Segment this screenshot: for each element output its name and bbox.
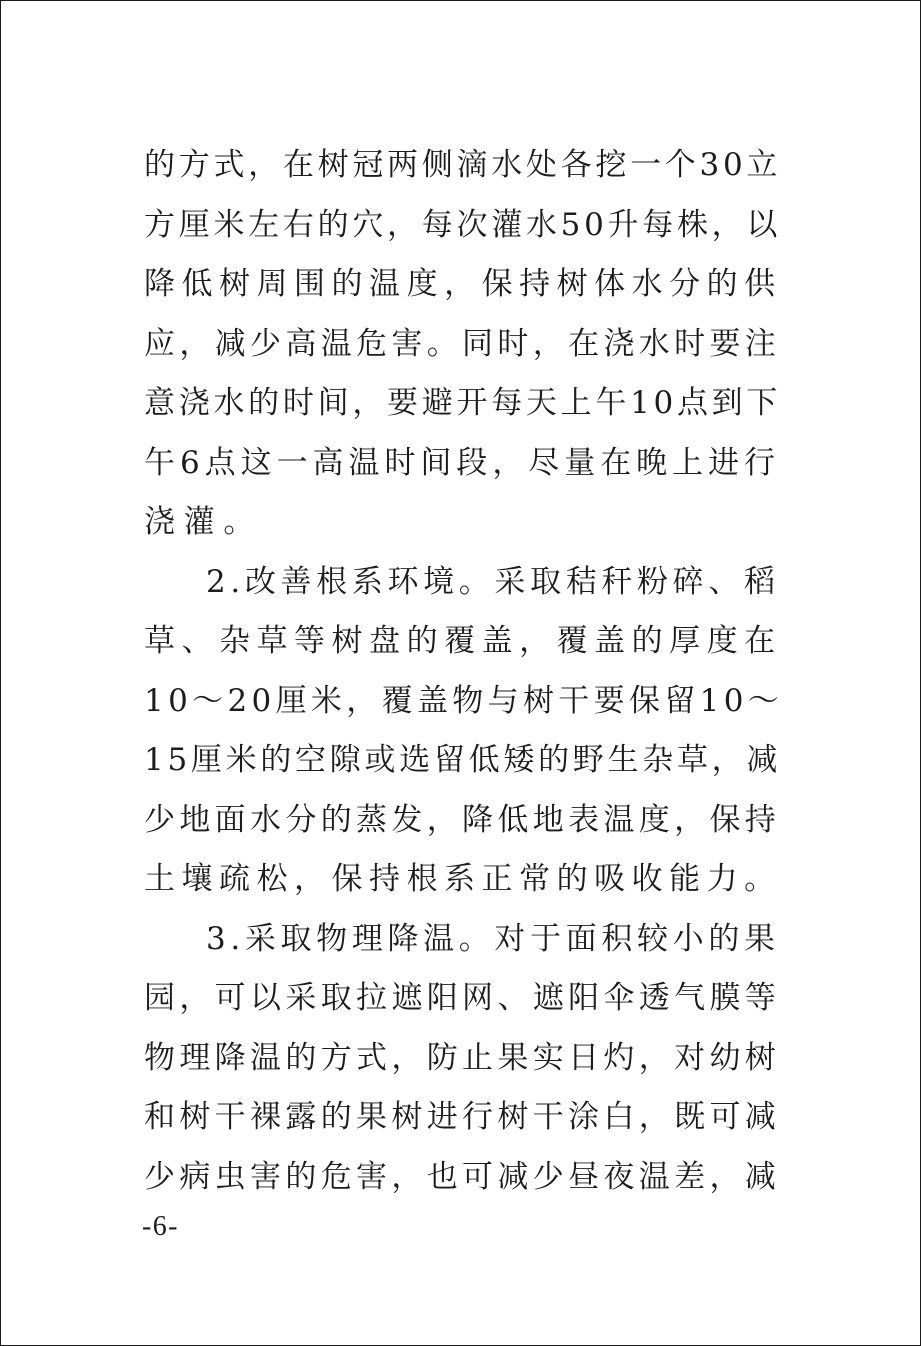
text-line: 土壤疏松，保持根系正常的吸收能力。 bbox=[144, 861, 782, 897]
text-line: 15厘米的空隙或选留低矮的野生杂草，减 bbox=[144, 742, 782, 778]
text-line: 降低树周围的温度，保持树体水分的供 bbox=[144, 266, 782, 302]
text-line: 草、杂草等树盘的覆盖，覆盖的厚度在 bbox=[144, 623, 782, 659]
text-line: 浇灌。 bbox=[144, 504, 264, 540]
page-number: -6- bbox=[142, 1211, 179, 1242]
paragraph-start-line: 2.改善根系环境。采取秸秆粉碎、稻 bbox=[206, 563, 780, 600]
text-line: 物理降温的方式，防止果实日灼，对幼树 bbox=[144, 1039, 781, 1076]
paragraph-start-line: 3.采取物理降温。对于面积较小的果 bbox=[206, 920, 780, 957]
text-line: 和树干裸露的果树进行树干涂白，既可减 bbox=[144, 1099, 781, 1135]
text-line: 午6点这一高温时间段，尽量在晚上进行 bbox=[144, 444, 781, 481]
text-line: 意浇水的时间，要避开每天上午10点到下 bbox=[144, 385, 782, 421]
text-line: 少地面水分的蒸发，降低地表温度，保持 bbox=[144, 801, 781, 838]
text-line: 园，可以采取拉遮阳网、遮阳伞透气膜等 bbox=[144, 980, 781, 1016]
text-line: 的方式，在树冠两侧滴水处各挖一个30立 bbox=[144, 147, 782, 183]
text-line: 少病虫害的危害，也可减少昼夜温差，减 bbox=[144, 1158, 781, 1195]
text-line: 10～20厘米，覆盖物与树干要保留10～ bbox=[144, 682, 784, 719]
body-text bbox=[144, 136, 784, 1207]
text-line: 应，减少高温危害。同时，在浇水时要注 bbox=[144, 325, 781, 362]
text-line: 方厘米左右的穴，每次灌水50升每株，以 bbox=[144, 206, 782, 243]
